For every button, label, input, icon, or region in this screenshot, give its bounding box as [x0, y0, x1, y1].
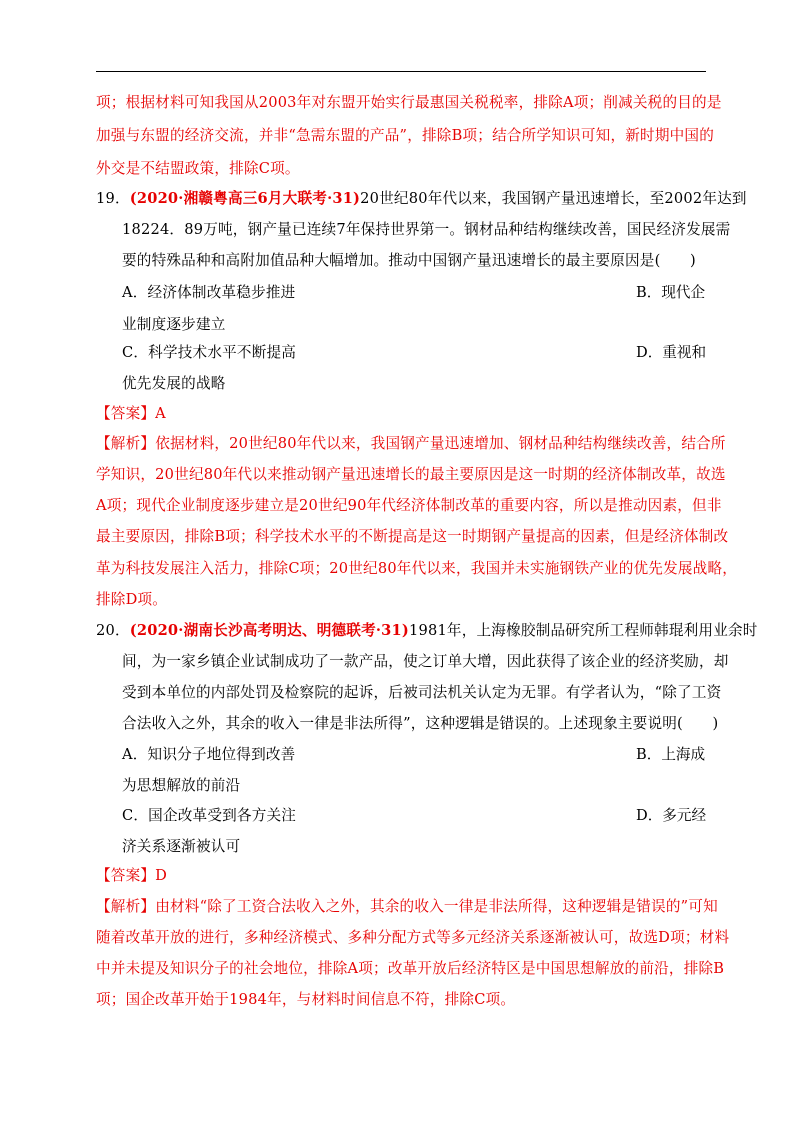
prev-explanation-line-2: 加强与东盟的经济交流，并非“急需东盟的产品”，排除B项；结合所学知识可知，新时期中国的: [96, 127, 714, 144]
q20-option-b-cont: 为思想解放的前沿: [122, 777, 241, 794]
q19-explanation-line-4: 最主要原因，排除B项；科学技术水平的不断提高是这一时期钢产量提高的因素，但是经济体制改: [96, 528, 729, 545]
q20-explanation-line-4: 项；国企改革开始于1984年，与材料时间信息不符，排除C项。: [96, 991, 516, 1008]
q19-option-b: B．现代企: [636, 284, 706, 301]
q19-explanation-line-2: 学知识，20世纪80年代以来推动钢产量迅速增长的最主要原因是这一时期的经济体制改革，故选: [96, 466, 726, 483]
header-rule: [96, 71, 706, 72]
q20-explanation-line-2: 随着改革开放的进行，多种经济模式、多种分配方式等多元经济关系逐渐被认可，故选D项；材料: [96, 929, 730, 946]
q20-answer: 【答案】D: [96, 867, 168, 884]
q19-source: (2020·湘赣粤高三6月大联考·31): [129, 190, 361, 207]
q20-explanation-line-1: [96, 897, 718, 917]
q20-stem-line-1: [96, 621, 758, 641]
q20-explanation-label: 【解析】: [96, 898, 156, 915]
q19-explanation-line-3: A项；现代企业制度逐步建立是20世纪90年代经济体制改革的重要内容，所以是推动因素，但非: [96, 497, 722, 514]
q19-stem-line-2: 18224．89万吨，钢产量已连续7年保持世界第一。钢材品种结构继续改善，国民经济发展需: [122, 221, 731, 238]
q19-option-c: C．科学技术水平不断提高: [122, 344, 297, 361]
q20-stem-line-4: 合法收入之外，其余的收入一律是非法所得”，这种逻辑是错误的。上述现象主要说明( ): [122, 715, 719, 732]
q20-explanation-line-3: 中并未提及知识分子的社会地位，排除A项；改革开放后经济特区是中国思想解放的前沿，排除B: [96, 960, 725, 977]
q19-explanation-line-1: [96, 434, 726, 454]
q19-option-d: D．重视和: [636, 344, 707, 361]
prev-explanation-line-1: 项；根据材料可知我国从2003年对东盟开始实行最惠国关税税率，排除A项；削减关税的目的是: [96, 94, 722, 111]
q20-option-a: A．知识分子地位得到改善: [122, 746, 296, 763]
q20-stem-text: 1981年，上海橡胶制品研究所工程师韩琨利用业余时: [408, 622, 758, 639]
q20-stem-line-2: 间，为一家乡镇企业试制成功了一款产品，使之订单大增，因此获得了该企业的经济奖励，却: [122, 653, 729, 670]
q19-option-b-cont: 业制度逐步建立: [122, 316, 226, 333]
q19-number: 19．: [96, 190, 130, 207]
prev-explanation-line-3: 外交是不结盟政策，排除C项。: [96, 160, 300, 177]
q19-explanation-text: 依据材料，20世纪80年代以来，我国钢产量迅速增加、钢材品种结构继续改善，结合所: [155, 435, 726, 452]
q19-answer: 【答案】A: [96, 405, 166, 422]
q20-source: (2020·湖南长沙高考明达、明德联考·31): [129, 622, 409, 639]
q20-option-d: D．多元经: [636, 807, 707, 824]
q19-option-d-cont: 优先发展的战略: [122, 375, 226, 392]
q19-explanation-label: 【解析】: [96, 435, 156, 452]
q20-number: 20．: [96, 622, 130, 639]
q20-option-d-cont: 济关系逐渐被认可: [122, 838, 241, 855]
q19-option-a: A．经济体制改革稳步推进: [122, 284, 296, 301]
q19-explanation-line-5: 革为科技发展注入活力，排除C项；20世纪80年代以来，我国并未实施钢铁产业的优先发展战略，: [96, 560, 738, 577]
q20-option-b: B．上海成: [636, 746, 706, 763]
q20-stem-line-3: 受到本单位的内部处罚及检察院的起诉，后被司法机关认定为无罪。有学者认为，“除了工资: [122, 684, 722, 701]
q19-stem-line-1: [96, 189, 747, 209]
q19-stem-line-3: 要的特殊品种和高附加值品种大幅增加。推动中国钢产量迅速增长的最主要原因是( ): [122, 252, 696, 269]
q19-stem-text: 20世纪80年代以来，我国钢产量迅速增长，至2002年达到: [360, 190, 747, 207]
q20-option-c: C．国企改革受到各方关注: [122, 807, 297, 824]
q20-explanation-text: 由材料“除了工资合法收入之外，其余的收入一律是非法所得，这种逻辑是错误的”可知: [155, 898, 718, 915]
q19-explanation-line-6: 排除D项。: [96, 591, 168, 608]
